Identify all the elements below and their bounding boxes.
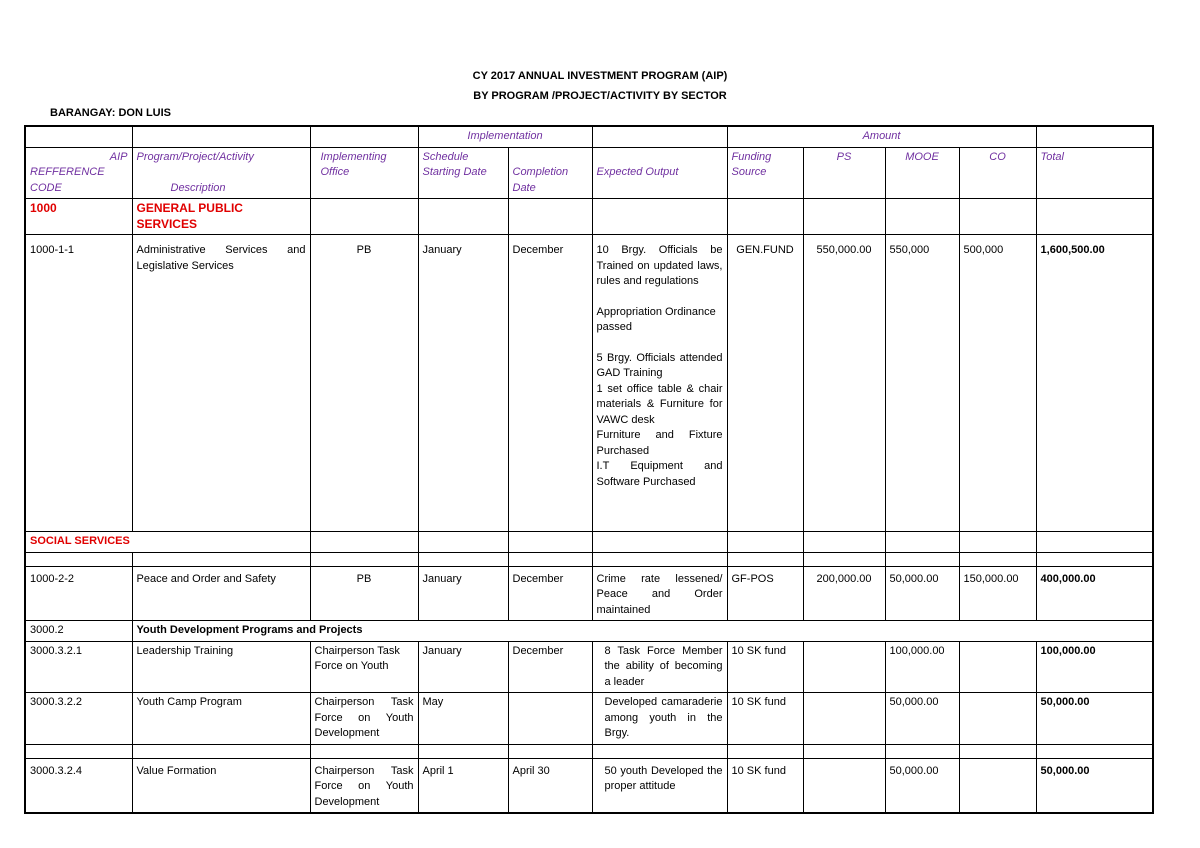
row-total: 50,000.00	[1036, 693, 1153, 745]
co-header: CO	[959, 147, 1036, 199]
document-title: CY 2017 ANNUAL INVESTMENT PROGRAM (AIP)	[472, 70, 728, 82]
ps-header: PS	[803, 147, 885, 199]
row-ps	[803, 758, 885, 813]
row-mooe: 50,000.00	[885, 758, 959, 813]
implementing-header-label: Implementing	[320, 150, 387, 163]
amount-header: Amount	[727, 126, 1036, 147]
row-ps	[803, 693, 885, 745]
schedule-header-label: Schedule	[422, 150, 469, 163]
row-co: 500,000	[959, 235, 1036, 532]
code-header-label: CODE	[30, 181, 62, 194]
row-office: Chairperson Task Force on Youth	[310, 641, 418, 693]
row-fund: GF-POS	[727, 566, 803, 621]
table-row	[25, 641, 1153, 693]
row-output: Developed camaraderie among youth in the Brgy.	[592, 693, 727, 745]
row-co: 150,000.00	[959, 566, 1036, 621]
document-subtitle: BY PROGRAM /PROJECT/ACTIVITY BY SECTOR	[473, 90, 727, 102]
source-header-label: Source	[731, 166, 767, 178]
row-start: January	[418, 641, 508, 693]
row-ps: 550,000.00	[803, 235, 885, 532]
row-co	[959, 758, 1036, 813]
funding-header	[727, 147, 803, 199]
row-output: 8 Task Force Member the ability of becoming a leader	[592, 641, 727, 693]
table-row	[25, 566, 1153, 621]
row-start: May	[418, 693, 508, 745]
output-item: 5 Brgy. Officials attended GAD Training	[596, 351, 723, 379]
row-mooe: 100,000.00	[885, 641, 959, 693]
youth-label: Youth Development Programs and Projects	[132, 621, 1153, 642]
row-fund: 10 SK fund	[727, 641, 803, 693]
row-end: December	[508, 235, 592, 532]
section-row-gps	[25, 199, 1153, 235]
row-total: 1,600,500.00	[1036, 235, 1153, 532]
row-total: 400,000.00	[1036, 566, 1153, 621]
expected-output-header	[592, 147, 727, 199]
office-header-label: Office	[320, 166, 350, 178]
row-code: 1000-2-2	[25, 566, 132, 621]
row-office: Chairperson Task Force on Youth Development	[310, 758, 418, 813]
output-item: 10 Brgy. Officials be Trained on updated laws, rules and regulations	[596, 244, 723, 287]
row-office: PB	[310, 566, 418, 621]
header-row-2	[25, 147, 1153, 199]
table-row	[25, 693, 1153, 745]
row-end: December	[508, 641, 592, 693]
completion-header	[508, 147, 592, 199]
output-item: I.T Equipment and Software Purchased	[596, 460, 723, 488]
section-row-social	[25, 532, 1153, 553]
blank-row	[25, 744, 1153, 758]
row-end: December	[508, 566, 592, 621]
row-start: January	[418, 235, 508, 532]
social-services-label: SOCIAL SERVICES	[25, 532, 310, 553]
aip-header-label: AIP	[109, 150, 128, 163]
implementation-header: Implementation	[418, 126, 592, 147]
gps-label: GENERAL PUBLIC SERVICES	[132, 199, 310, 235]
section-row-youth	[25, 621, 1153, 642]
refference-header-label: REFFERENCE	[30, 166, 105, 178]
row-mooe: 550,000	[885, 235, 959, 532]
row-office: PB	[310, 235, 418, 532]
row-code: 1000-1-1	[25, 235, 132, 532]
total-header: Total	[1036, 147, 1153, 199]
mooe-header: MOOE	[885, 147, 959, 199]
row-ps: 200,000.00	[803, 566, 885, 621]
ppa-header	[132, 147, 310, 199]
row-code: 3000.3.2.4	[25, 758, 132, 813]
aip-code-header	[25, 147, 132, 199]
row-end	[508, 693, 592, 745]
row-co	[959, 693, 1036, 745]
row-start: April 1	[418, 758, 508, 813]
row-total: 100,000.00	[1036, 641, 1153, 693]
row-output: Crime rate lessened/ Peace and Order maintained	[592, 566, 727, 621]
row-code: 3000.3.2.1	[25, 641, 132, 693]
row-co	[959, 641, 1036, 693]
row-fund: 10 SK fund	[727, 758, 803, 813]
aip-table	[24, 125, 1154, 814]
row-total: 50,000.00	[1036, 758, 1153, 813]
expected-output-header-label: Expected Output	[596, 166, 679, 178]
gps-code: 1000	[25, 199, 132, 235]
output-item: Appropriation Ordinance passed	[596, 305, 716, 333]
row-mooe: 50,000.00	[885, 693, 959, 745]
row-fund: GEN.FUND	[727, 235, 803, 532]
row-code: 3000.3.2.2	[25, 693, 132, 745]
table-row	[25, 235, 1153, 532]
completion-header-label: Completion	[512, 166, 569, 178]
row-office: Chairperson Task Force on Youth Development	[310, 693, 418, 745]
row-description: Administrative Services and Legislative Services	[132, 235, 310, 532]
row-description: Value Formation	[132, 758, 310, 813]
ppa-header-label: Program/Project/Activity	[136, 150, 254, 163]
row-output	[592, 235, 727, 532]
output-item: Furniture and Fixture Purchased	[596, 429, 723, 457]
row-mooe: 50,000.00	[885, 566, 959, 621]
row-fund: 10 SK fund	[727, 693, 803, 745]
start-header	[418, 147, 508, 199]
description-header-label: Description	[170, 181, 226, 194]
row-start: January	[418, 566, 508, 621]
row-description: Leadership Training	[132, 641, 310, 693]
row-end: April 30	[508, 758, 592, 813]
row-ps	[803, 641, 885, 693]
output-item: 1 set office table & chair materials & Furniture for VAWC desk	[596, 382, 723, 426]
youth-code: 3000.2	[25, 621, 132, 642]
starting-date-header-label: Starting Date	[422, 166, 487, 178]
row-output: 50 youth Developed the proper attitude	[592, 758, 727, 813]
row-description: Youth Camp Program	[132, 693, 310, 745]
table-row	[25, 758, 1153, 813]
barangay-label: BARANGAY: DON LUIS	[50, 107, 172, 119]
header-row-1	[25, 126, 1153, 147]
blank-row	[25, 552, 1153, 566]
row-description: Peace and Order and Safety	[132, 566, 310, 621]
funding-header-label: Funding	[731, 150, 772, 163]
date-header-label: Date	[512, 181, 536, 194]
office-header	[310, 147, 418, 199]
